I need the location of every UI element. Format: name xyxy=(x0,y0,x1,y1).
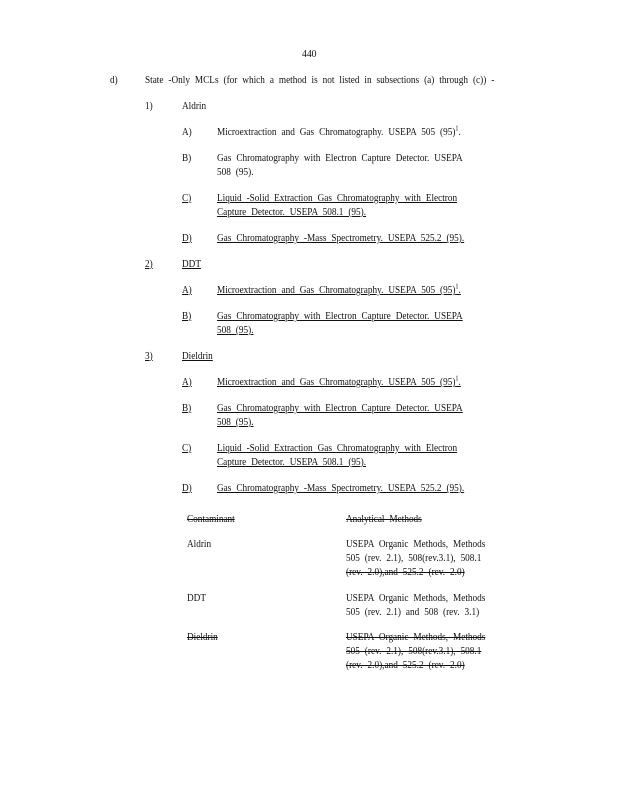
table-row-method-line3: (rev. 2.0),and 525.2 (rev. 2.0) xyxy=(346,567,465,578)
item-number: 2) xyxy=(145,259,153,270)
footnote-ref: 1 xyxy=(455,124,459,133)
method-text-line2: 508 (95). xyxy=(217,325,254,336)
section-heading: State -Only MCLs (for which a method is not listed in subsections (a) through (c)) - xyxy=(145,75,495,86)
method-text-line1: Liquid -Solid Extraction Gas Chromatography with Electron xyxy=(217,443,458,454)
item-name: Aldrin xyxy=(182,101,207,112)
method-text-line2: 508 (95). xyxy=(217,167,254,178)
method-text-line1: Gas Chromatography with Electron Capture Detector. USEPA xyxy=(217,403,463,414)
table-row-name: Dieldrin xyxy=(187,632,218,643)
item-name: Dieldrin xyxy=(182,351,213,362)
method-text-end: . xyxy=(458,285,461,296)
method-text-main: Microextraction and Gas Chromatography. USEPA 505 (95) xyxy=(217,377,456,388)
method-text-main: Microextraction and Gas Chromatography. USEPA 505 (95) xyxy=(217,285,456,296)
footnote-ref: 1 xyxy=(455,374,459,383)
method-text xyxy=(217,126,461,139)
table-row-name: DDT xyxy=(187,593,207,604)
method-text-line1: Gas Chromatography with Electron Capture Detector. USEPA xyxy=(217,153,463,164)
method-text-end: . xyxy=(458,377,461,388)
method-text: Gas Chromatography -Mass Spectrometry. USEPA 525.2 (95). xyxy=(217,233,465,244)
method-text-line2: Capture Detector. USEPA 508.1 (95). xyxy=(217,457,367,468)
method-label: B) xyxy=(182,153,192,164)
method-text-line1: Liquid -Solid Extraction Gas Chromatography with Electron xyxy=(217,193,458,204)
method-text xyxy=(217,376,461,389)
item-name: DDT xyxy=(182,259,202,270)
method-text-line1: Gas Chromatography with Electron Capture Detector. USEPA xyxy=(217,311,463,322)
method-label: B) xyxy=(182,311,192,322)
method-label: C) xyxy=(182,443,192,454)
table-row-method-line2: 505 (rev. 2.1), 508(rev.3.1), 508.1 xyxy=(346,553,482,564)
method-label: C) xyxy=(182,193,192,204)
method-text-main: Microextraction and Gas Chromatography. USEPA 505 (95) xyxy=(217,127,456,138)
method-text-end: . xyxy=(458,127,461,138)
item-number: 1) xyxy=(145,101,153,112)
section-label: d) xyxy=(110,75,118,86)
method-label: D) xyxy=(182,233,192,244)
item-number: 3) xyxy=(145,351,153,362)
table-row-method-line1: USEPA Organic Methods, Methods xyxy=(346,539,486,550)
table-row-method-line1: USEPA Organic Methods, Methods xyxy=(346,593,486,604)
method-text xyxy=(217,284,461,297)
table-row-name: Aldrin xyxy=(187,539,212,550)
table-row-method-line2: 505 (rev. 2.1) and 508 (rev. 3.1) xyxy=(346,607,480,618)
method-text-line2: Capture Detector. USEPA 508.1 (95). xyxy=(217,207,367,218)
method-label: A) xyxy=(182,127,192,138)
method-label: B) xyxy=(182,403,192,414)
table-row-method-line2: 505 (rev. 2.1), 508(rev.3.1), 508.1 xyxy=(346,646,482,657)
method-text: Gas Chromatography -Mass Spectrometry. USEPA 525.2 (95). xyxy=(217,483,465,494)
table-header-methods: Analytical Methods xyxy=(346,514,422,525)
footnote-ref: 1 xyxy=(455,282,459,291)
table-row-method-line1: USEPA Organic Methods, Methods xyxy=(346,632,486,643)
method-label: A) xyxy=(182,285,192,296)
method-text-line2: 508 (95). xyxy=(217,417,254,428)
method-label: D) xyxy=(182,483,192,494)
table-row-method-line3: (rev. 2.0),and 525.2 (rev. 2.0) xyxy=(346,660,465,671)
page-number: 440 xyxy=(302,48,317,60)
method-label: A) xyxy=(182,377,192,388)
table-header-contaminant: Contaminant xyxy=(187,514,235,525)
